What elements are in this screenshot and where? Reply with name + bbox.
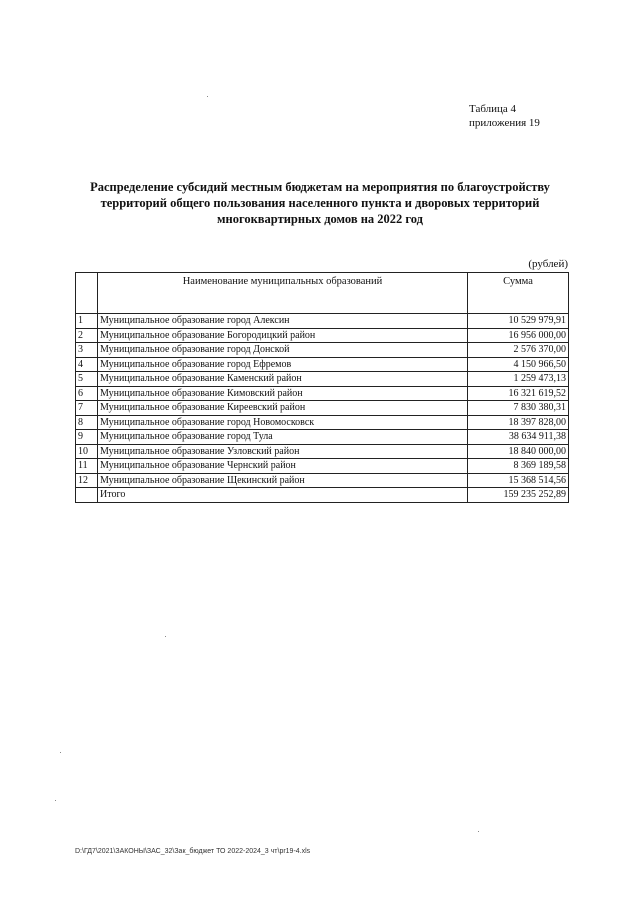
table-row (76, 473, 569, 488)
row-number: 6 (76, 386, 98, 401)
municipality-name: Муниципальное образование Кимовский район (98, 386, 468, 401)
scan-speck (60, 752, 61, 753)
table-row (76, 357, 569, 372)
municipality-name: Муниципальное образование город Новомосковск (98, 415, 468, 430)
subsidy-amount: 1 259 473,13 (468, 372, 569, 387)
total-amount: 159 235 252,89 (468, 488, 569, 503)
subsidy-amount: 4 150 966,50 (468, 357, 569, 372)
table-row (76, 343, 569, 358)
document-title (70, 179, 570, 227)
subsidy-amount: 7 830 380,31 (468, 401, 569, 416)
header-name: Наименование муниципальных образований (98, 273, 468, 314)
subsidy-amount: 38 634 911,38 (468, 430, 569, 445)
table-header-row (76, 273, 569, 314)
header-amount: Сумма (468, 273, 569, 314)
subsidy-amount: 18 397 828,00 (468, 415, 569, 430)
title-line-3: многоквартирных домов на 2022 год (217, 212, 423, 226)
subsidy-amount: 18 840 000,00 (468, 444, 569, 459)
table-row (76, 415, 569, 430)
table-row (76, 372, 569, 387)
subsidy-amount: 8 369 189,58 (468, 459, 569, 474)
title-line-1: Распределение субсидий местным бюджетам на мероприятия по благоустройству (90, 180, 550, 194)
municipality-name: Муниципальное образование город Алексин (98, 314, 468, 329)
municipality-name: Муниципальное образование город Донской (98, 343, 468, 358)
municipality-name: Муниципальное образование Богородицкий район (98, 328, 468, 343)
row-number: 7 (76, 401, 98, 416)
row-number: 9 (76, 430, 98, 445)
row-number: 2 (76, 328, 98, 343)
header-number (76, 273, 98, 314)
subsidy-table (75, 272, 569, 503)
subsidy-amount: 16 321 619,52 (468, 386, 569, 401)
row-number: 8 (76, 415, 98, 430)
table-reference (469, 102, 540, 130)
municipality-name: Муниципальное образование Щекинский район (98, 473, 468, 488)
row-number: 4 (76, 357, 98, 372)
table-row (76, 401, 569, 416)
table-body (76, 314, 569, 488)
row-number: 1 (76, 314, 98, 329)
row-number: 12 (76, 473, 98, 488)
row-number: 11 (76, 459, 98, 474)
scan-speck (478, 831, 479, 832)
table-row (76, 328, 569, 343)
reference-line-1: Таблица 4 (469, 103, 517, 115)
total-row (76, 488, 569, 503)
scan-speck (55, 800, 56, 801)
scan-speck (207, 96, 208, 97)
subsidy-amount: 15 368 514,56 (468, 473, 569, 488)
row-number: 5 (76, 372, 98, 387)
row-number: 3 (76, 343, 98, 358)
municipality-name: Муниципальное образование Киреевский район (98, 401, 468, 416)
municipality-name: Муниципальное образование город Ефремов (98, 357, 468, 372)
table-row (76, 314, 569, 329)
units-label: (рублей) (528, 258, 568, 270)
file-path-footer: D:\ГД7\2021\ЗАКОНЫ\ЗАС_32\Зак_бюджет ТО 2022-2024_3 чт\pr19-4.xls (75, 848, 311, 855)
total-label: Итого (98, 488, 468, 503)
table-row (76, 386, 569, 401)
municipality-name: Муниципальное образование Узловский район (98, 444, 468, 459)
subsidy-amount: 10 529 979,91 (468, 314, 569, 329)
table-row (76, 430, 569, 445)
municipality-name: Муниципальное образование город Тула (98, 430, 468, 445)
scan-speck (165, 636, 166, 637)
municipality-name: Муниципальное образование Каменский район (98, 372, 468, 387)
municipality-name: Муниципальное образование Чернский район (98, 459, 468, 474)
row-number: 10 (76, 444, 98, 459)
total-number (76, 488, 98, 503)
title-line-2: территорий общего пользования населенного пункта и дворовых территорий (100, 196, 540, 210)
subsidy-amount: 2 576 370,00 (468, 343, 569, 358)
subsidy-amount: 16 956 000,00 (468, 328, 569, 343)
reference-line-2: приложения 19 (469, 117, 540, 129)
table-row (76, 459, 569, 474)
table-row (76, 444, 569, 459)
